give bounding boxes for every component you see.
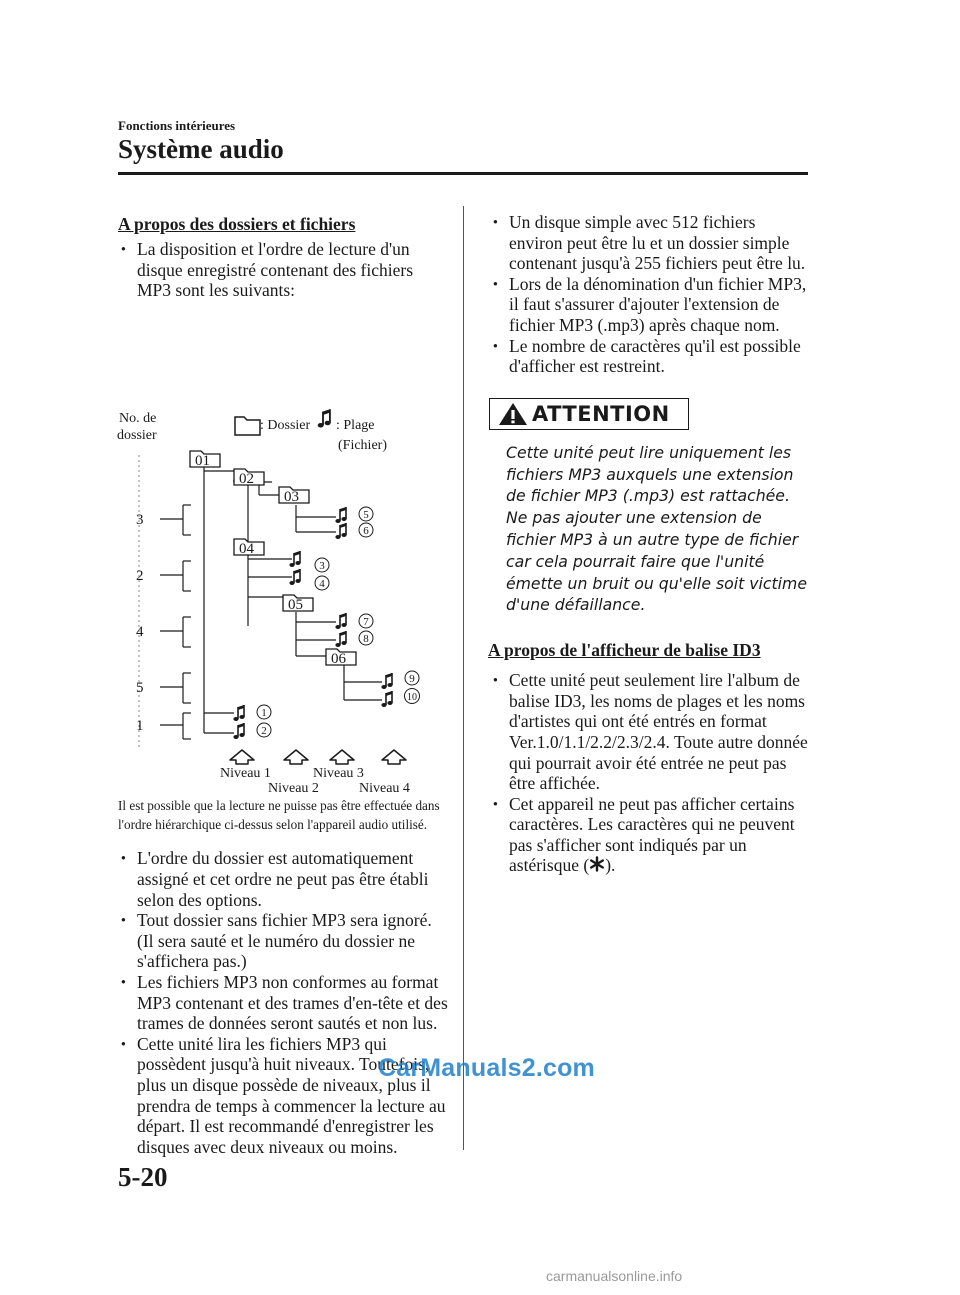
order-1: 1 (136, 717, 144, 734)
track-3 (289, 551, 329, 572)
folder-no-label-1: No. de (119, 410, 157, 426)
left-column (118, 212, 448, 1157)
svg-text:3: 3 (319, 559, 325, 572)
site-watermark: carmanualsonline.info (546, 1268, 683, 1284)
order-4: 4 (136, 623, 144, 640)
up-arrow-icon (230, 750, 406, 764)
section-label: Fonctions intérieures (118, 118, 236, 133)
warning-icon (498, 402, 528, 426)
diagram-caption: Il est possible que la lecture ne puisse pas être effectuée dans l'ordre hiérarchique ci-dessus selon l'appareil audio utilisé. (118, 797, 440, 832)
legend-track: : Plage (336, 417, 375, 433)
folder-tree-svg (116, 307, 456, 796)
music-note-icon (318, 409, 331, 427)
watermark: CarManuals2.com (378, 1054, 595, 1082)
level-4-label: Niveau 4 (359, 780, 410, 796)
svg-text:04: 04 (239, 540, 254, 557)
right-list (490, 212, 812, 377)
folder-no-label-2: dossier (117, 427, 157, 443)
right-column (490, 212, 812, 876)
folder-05 (283, 595, 313, 613)
order-5: 5 (136, 679, 144, 696)
folder-icon (235, 417, 260, 435)
svg-text:1: 1 (261, 706, 267, 719)
title-rule (118, 172, 808, 175)
asterisk-icon (589, 856, 605, 872)
svg-text:4: 4 (319, 577, 325, 590)
track-7 (335, 613, 373, 629)
list-item: ● Le nombre de caractères qu'il est possible d'afficher est restreint. (490, 336, 812, 377)
level-2-label: Niveau 2 (268, 780, 319, 796)
folder-structure-diagram (116, 307, 456, 796)
column-divider (463, 206, 464, 1150)
svg-text:10: 10 (407, 691, 417, 703)
list-item-text: Cet appareil ne peut pas afficher certains caractères. Les caractères qui ne peuvent pas s'afficher sont indiqués par un astérisque ( (509, 793, 795, 876)
list-item: ● Lors de la dénomination d'un fichier MP3, il faut s'assurer d'ajouter l'extension de fichier MP3 (.mp3) après chaque nom. (490, 274, 812, 336)
id3-heading: A propos de l'afficheur de balise ID3 (488, 640, 761, 661)
svg-text:02: 02 (239, 470, 254, 487)
folder-02 (234, 469, 264, 487)
folder-06 (326, 649, 356, 667)
track-2 (233, 723, 271, 739)
track-5 (335, 507, 373, 523)
svg-text:06: 06 (331, 650, 346, 667)
list-item: ● L'ordre du dossier est automatiquement assigné et cet ordre ne peut pas être établi selon des options. (118, 848, 448, 910)
level-3-label: Niveau 3 (313, 765, 364, 781)
track-8 (335, 631, 373, 647)
svg-text:2: 2 (261, 724, 267, 737)
list-item: ● Les fichiers MP3 non conformes au format MP3 contenant et des trames d'en-tête et des trames de données seront sautés et non lus. (118, 972, 448, 1034)
page-title: Système audio (118, 134, 284, 164)
svg-text:8: 8 (363, 632, 369, 645)
folders-heading: A propos des dossiers et fichiers (118, 214, 356, 234)
svg-text:03: 03 (284, 488, 299, 505)
order-2: 2 (136, 567, 144, 584)
list-item: ● Tout dossier sans fichier MP3 sera ignoré. (Il sera sauté et le numéro du dossier ne s'affichera pas.) (118, 910, 448, 972)
folder-03 (279, 487, 309, 505)
folder-04 (234, 539, 264, 557)
tree-lines (160, 462, 382, 739)
attention-text: Cette unité peut lire uniquement les fichiers MP3 auxquels une extension de fichier MP3 (.mp3) est rattachée. Ne pas ajouter une extension de fichier MP3 à un autre type de fichier car cela pourrait faire que l'unité émette un bruit ou qu'elle soit victime d'une défaillance. (506, 442, 807, 615)
list-item: ● Cette unité lira les fichiers MP3 qui possèdent jusqu'à huit niveaux. Toutefois, plus un disque possède de niveaux, plus il prendra de temps à commencer la lecture au départ. Il est recommandé d'enregistrer les disques avec deux niveaux ou moins. (118, 1034, 448, 1158)
attention-label: ATTENTION (532, 401, 670, 426)
list-item (490, 794, 812, 876)
level-1-label: Niveau 1 (220, 765, 271, 781)
list-item-tail: ). (605, 855, 616, 876)
legend-file: (Fichier) (338, 437, 387, 453)
attention-box (489, 398, 689, 430)
track-1 (233, 705, 271, 721)
order-3: 3 (136, 511, 144, 528)
track-10 (381, 688, 419, 707)
legend-folder: : Dossier (260, 417, 311, 433)
svg-text:7: 7 (363, 615, 369, 628)
list-item: ● Cette unité peut seulement lire l'album de balise ID3, les noms de plages et les noms d'artistes qui ont été entrés en format Ver.1.0/1.1/2.2/2.3/2.4. Toute autre donnée qui pourrait avoir été entrée ne peut pas être affichée. (490, 670, 812, 794)
intro-list (118, 239, 448, 301)
track-6 (335, 523, 373, 539)
folder-01 (190, 451, 220, 469)
id3-list (490, 670, 812, 876)
list-item: ● La disposition et l'ordre de lecture d'un disque enregistré contenant des fichiers MP3 sont les suivants: (118, 239, 448, 301)
svg-text:6: 6 (363, 524, 369, 537)
left-list (118, 848, 448, 1157)
svg-text:9: 9 (409, 672, 415, 685)
track-9 (381, 671, 419, 689)
svg-text:01: 01 (195, 452, 210, 469)
list-item: ● Un disque simple avec 512 fichiers environ peut être lu et un dossier simple contenant jusqu'à 255 fichiers peut être lu. (490, 212, 812, 274)
svg-text:05: 05 (288, 596, 303, 613)
page-number: 5-20 (118, 1162, 168, 1192)
svg-text:5: 5 (363, 508, 369, 521)
